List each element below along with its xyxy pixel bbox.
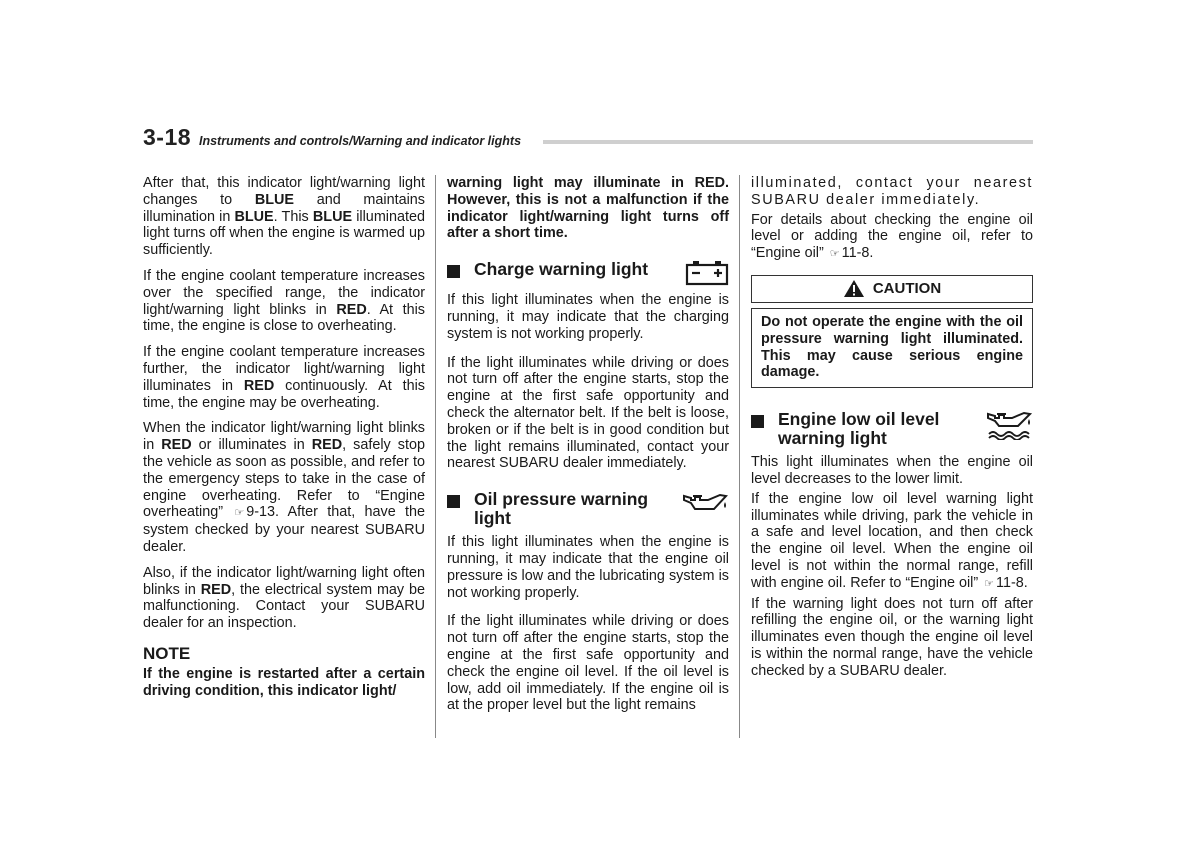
column-3: [751, 175, 1033, 689]
paragraph: If the light illuminates while driving or does not turn off after the engine starts, stop the engine at the first safe opportunity and check the alternator belt. If the belt is loose, broken or if the belt is in good condition but the light remains illuminated, contact your nearest SUBARU dealer immediately.: [447, 354, 729, 472]
reference-icon: ☞: [234, 507, 245, 520]
paragraph: This light illuminates when the engine oil level decreases to the lower limit.: [751, 454, 1033, 487]
header-rule: [543, 140, 1033, 144]
reference-icon: ☞: [984, 577, 995, 590]
paragraph: If the warning light does not turn off after refilling the engine oil, or the warning light illuminates even though the engine oil level is within the normal range, have the vehicle checked by a SUBARU dealer.: [751, 595, 1033, 679]
warning-triangle-icon: [843, 279, 865, 298]
reference-icon: ☞: [829, 248, 840, 261]
column-2: [447, 175, 729, 723]
low-oil-heading: Engine low oil level warning light: [751, 410, 1033, 448]
oil-can-icon: [681, 490, 729, 516]
page-reference[interactable]: 11-8: [841, 245, 870, 262]
paragraph: If this light illuminates when the engine is running, it may indicate that the charging system is not working properly.: [447, 292, 729, 342]
battery-icon: [685, 260, 729, 286]
paragraph: For details about checking the engine oil level or adding the engine oil, refer to “Engine oil” ☞ 11-8.: [751, 211, 1033, 262]
caution-text: Do not operate the engine with the oil pressure warning light illuminated. This may cause serious engine damage.: [761, 313, 1023, 381]
caution-header: [751, 275, 1033, 303]
page-header: [143, 124, 1033, 154]
section-title: Instruments and controls/Warning and indicator lights: [199, 134, 522, 148]
paragraph: If the engine low oil level warning light illuminates while driving, park the vehicle in a safe and level location, and then check the engine oil level. When the engine oil level is not within the normal range, refill with engine oil. Refer to “Engine oil” ☞ 11-8.: [751, 490, 1033, 591]
note-title: NOTE: [143, 643, 191, 663]
column-1: [143, 175, 425, 699]
heading-square-icon: [447, 495, 460, 508]
page-reference[interactable]: 9-13: [246, 504, 275, 521]
paragraph: If the engine coolant temperature increases over the specified range, the indicator light/warning light blinks in RED. At this time, the engine is close to overheating.: [143, 267, 425, 335]
column-divider: [739, 175, 740, 738]
column-divider: [435, 175, 436, 738]
note-text: If the engine is restarted after a certain driving condition, this indicator light/: [143, 665, 425, 699]
caution-box: [751, 308, 1033, 388]
paragraph: When the indicator light/warning light blinks in RED or illuminates in RED, safely stop the vehicle as soon as possible, and refer to the emergency steps to take in the case of engine overheating. Refer to “Engine overheating” ☞ 9-13. After that, have the system checked by your nearest SUBARU dealer.: [143, 420, 425, 555]
paragraph: If the engine coolant temperature increases further, the indicator light/warning light illuminates in RED continuously. At this time, the engine may be overheating.: [143, 344, 425, 411]
paragraph: If this light illuminates when the engine is running, it may indicate that the engine oil pressure is low and the lubricating system is not working properly.: [447, 534, 729, 601]
heading-square-icon: [447, 265, 460, 278]
heading-square-icon: [751, 415, 764, 428]
paragraph: If the light illuminates while driving or does not turn off after the engine starts, stop the engine at the first safe opportunity and check the engine oil level. If the oil level is low, add oil immediately. If the engine oil is at the proper level but the light remains: [447, 613, 729, 714]
paragraph: illuminated, contact your nearest SUBARU dealer immediately.: [751, 175, 1033, 208]
note-continued: warning light may illuminate in RED. However, this is not a malfunction if the indicator light/warning light turns off after a short time.: [447, 175, 729, 242]
oil-pressure-heading: Oil pressure warning light: [447, 490, 729, 528]
caution-label: CAUTION: [872, 279, 942, 297]
page-reference[interactable]: 11-8: [996, 574, 1024, 591]
paragraph: After that, this indicator light/warning light changes to BLUE and maintains illumination in BLUE. This BLUE illuminated light turns off when the engine is warmed up sufficiently.: [143, 175, 426, 259]
oil-level-icon: [985, 410, 1033, 440]
page-number: 3-18: [143, 124, 192, 150]
paragraph: Also, if the indicator light/warning light often blinks in RED, the electrical system may be malfunctioning. Contact your SUBARU dealer for an inspection.: [143, 564, 426, 632]
charge-warning-heading: Charge warning light: [447, 260, 729, 286]
